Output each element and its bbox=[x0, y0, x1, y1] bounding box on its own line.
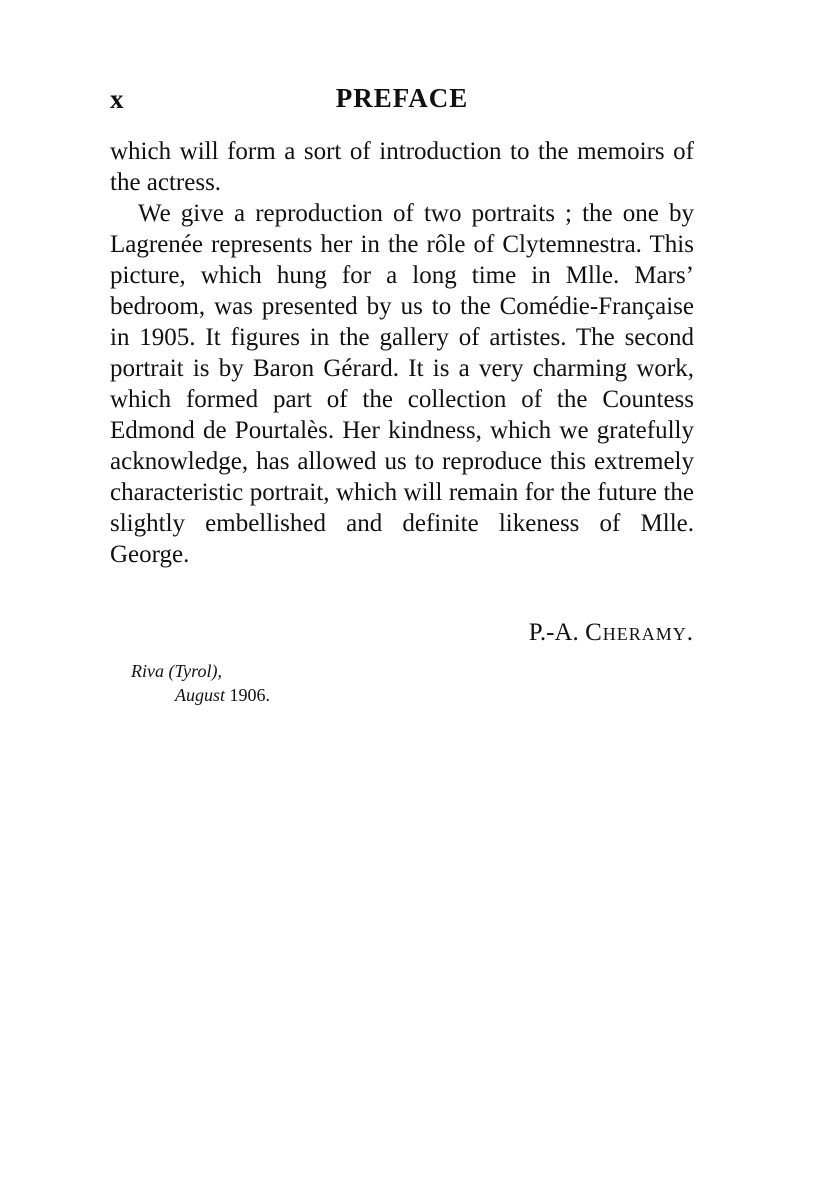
date-month: August bbox=[175, 685, 226, 705]
paragraph-portraits: We give a reproduction of two portraits ; the one by Lagrenée represents her in the rôle of Clytemnestra. This picture, which hung for a long time in Mlle. Mars’ bedroom, was presented by us to the Comédie-Française in 1905. It figures in the gallery of artistes. The second portrait is by Baron Gérard. It is a very charming work, which formed part of the collection of the Countess Edmond de Pourtalès. Her kindness, which we gratefully acknowledge, has allowed us to reproduce this extremely characteristic portrait, which will remain for the future the slightly embellished and definite likeness of Mlle. George. bbox=[110, 200, 694, 568]
signature bbox=[466, 617, 694, 648]
place-line: Riva (Tyrol), bbox=[131, 661, 222, 681]
signature-surname: Cheramy. bbox=[585, 619, 694, 646]
paragraph-continuation: which will form a sort of introduction to the memoirs of the actress. bbox=[110, 138, 694, 196]
running-head: PREFACE bbox=[335, 83, 469, 113]
place-dateline bbox=[131, 659, 270, 707]
signature-initials: P.-A. bbox=[528, 619, 579, 646]
page-number: x bbox=[110, 84, 124, 114]
date-line bbox=[131, 683, 270, 707]
date-year: 1906. bbox=[229, 685, 271, 705]
page-header bbox=[110, 78, 694, 118]
preface-body bbox=[110, 136, 694, 570]
